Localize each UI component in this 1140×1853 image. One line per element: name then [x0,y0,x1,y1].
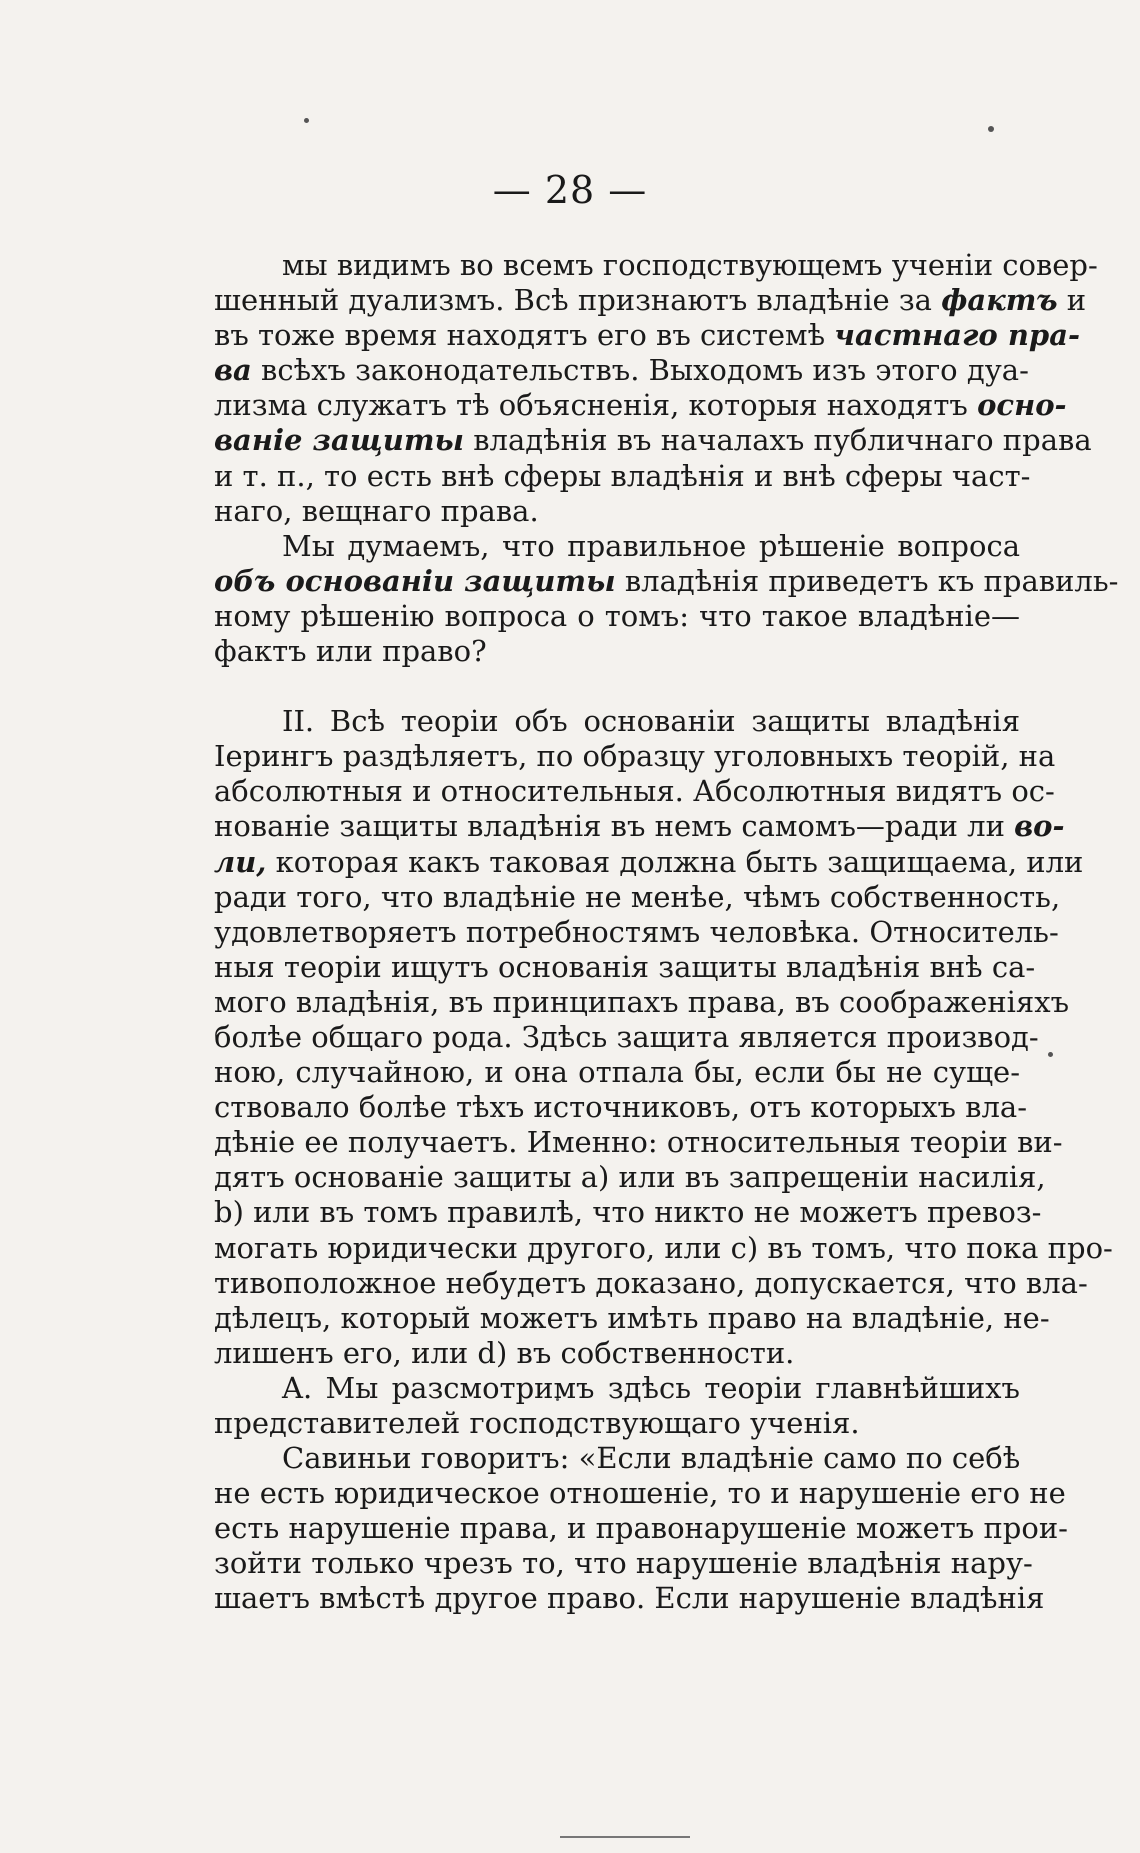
text-line [214,879,1061,915]
text-run: есть нарушеніе права, и правонарушеніе можетъ прои- [214,1511,1068,1546]
text-run: ному рѣшенію вопроса о томъ: что такое владѣніе— [214,598,1020,633]
text-line [214,984,1070,1020]
italic-term: ли, [214,844,267,879]
text-run: шенный дуализмъ. Всѣ признаютъ владѣніе за [214,283,942,318]
text-run: ныя теоріи ищутъ основанія защиты владѣнія внѣ са- [214,949,1036,984]
text-line [214,248,1098,283]
text-line [214,914,1059,950]
text-run: лизма служатъ тѣ объясненія, которыя находятъ [214,388,978,423]
text-run: и т. п., то есть внѣ сферы владѣнія и внѣ сферы част- [214,458,1031,493]
text-line [214,529,1020,564]
text-run: не есть юридическое отношеніе, то и нарушеніе его не [214,1476,1066,1511]
text-run: владѣнія приведетъ къ правиль- [615,563,1119,598]
text-run: абсолютныя и относительныя. Абсолютныя видятъ ос- [214,774,1055,809]
text-run: болѣе общаго рода. Здѣсь защита является производ- [214,1019,1039,1054]
text-run: тивоположное небудетъ доказано, допускается, что вла- [214,1265,1088,1300]
text-run: удовлетворяетъ потребностямъ человѣка. Относитель- [214,914,1059,949]
text-run: II. Всѣ теоріи объ основаніи защиты владѣнія [282,704,1020,739]
italic-term: фактъ [941,283,1058,318]
text-line [214,1265,1088,1301]
text-run: зойти только чрезъ то, что нарушеніе владѣнія нару- [214,1546,1033,1581]
text-run: A. Мы разсмотримъ здѣсь теоріи главнѣйшихъ [282,1370,1020,1405]
scan-speck [988,126,994,132]
section-gap [214,669,1020,704]
text-line [214,1371,1020,1406]
text-line [214,1476,1066,1511]
text-line [214,1441,1020,1476]
italic-term: частнаго пра- [834,318,1081,353]
text-run: и [1057,283,1087,318]
body-text [214,248,1119,1617]
text-run: Іерингъ раздѣляетъ, по образцу уголовныхъ теорій, на [214,739,1056,774]
text-run: Мы думаемъ, что правильное рѣшеніе вопроса [282,528,1020,563]
text-line [214,1336,1020,1371]
italic-term: ваніе защиты [214,423,465,458]
text-run: владѣнія въ началахъ публичнаго права [464,423,1092,458]
text-run: дятъ основаніе защиты a) или въ запрещеніи насилія, [214,1160,1046,1195]
text-line [214,458,1031,494]
text-run: мого владѣнія, въ принципахъ права, въ соображеніяхъ [214,984,1070,1019]
text-line [214,388,1067,423]
text-run: дѣніе ее получаетъ. Именно: относительныя теоріи ви- [214,1125,1063,1160]
italic-term: ва [214,353,252,388]
text-line [214,1546,1033,1581]
italic-term: осно- [977,388,1067,423]
italic-term: объ основаніи защиты [214,563,616,598]
text-line [214,283,1087,318]
text-line [214,1581,1045,1616]
text-run: представителей господствующаго ученія. [214,1406,860,1440]
scan-speck [304,118,309,123]
text-lines [214,248,1119,1617]
text-run: ствовало болѣе тѣхъ источниковъ, отъ которыхъ вла- [214,1090,1028,1125]
scan-smudge [560,1836,690,1838]
text-line [214,1055,1020,1090]
text-run: могать юридически другого, или c) въ томъ, что пока про- [214,1230,1113,1265]
scan-speck [1048,1052,1053,1057]
text-run: въ тоже время находятъ его въ системѣ [214,318,835,353]
text-run: всѣхъ законодательствъ. Выходомъ изъ этого дуа- [251,353,1029,388]
text-line [214,1511,1068,1546]
text-line [214,634,1020,669]
text-line [214,423,1092,458]
text-line [214,1230,1113,1266]
text-run: нованіе защиты владѣнія въ немъ самомъ—ради ли [214,809,1015,844]
text-run: лишенъ его, или d) въ собственности. [214,1335,795,1370]
text-line [214,1195,1042,1230]
text-line [214,494,1020,529]
text-line [214,1090,1028,1125]
text-run: которая какъ таковая должна быть защищаема, или [266,844,1084,879]
text-run: ради того, что владѣніе не менѣе, чѣмъ собственность, [214,879,1061,914]
text-line [214,599,1020,634]
page-number: — 28 — [492,168,648,212]
text-run: фактъ или право? [214,634,487,669]
text-line [214,949,1036,985]
text-line [214,318,1081,353]
text-line [214,1125,1063,1160]
text-line [214,739,1056,774]
text-run: ною, случайною, и она отпала бы, если бы не суще- [214,1055,1020,1090]
text-run: b) или въ томъ правилѣ, что никто не можетъ превоз- [214,1195,1042,1230]
text-line [214,1406,1020,1441]
text-line [214,1019,1039,1055]
text-run: дѣлецъ, который можетъ имѣть право на владѣніе, не- [214,1300,1050,1335]
text-line [214,1300,1050,1336]
text-line [214,844,1084,880]
text-line [214,774,1055,809]
text-line [214,353,1029,388]
text-run: мы видимъ во всемъ господствующемъ ученіи совер- [282,248,1098,282]
italic-term: во- [1014,809,1065,844]
text-line [214,704,1020,739]
text-run: шаетъ вмѣстѣ другое право. Если нарушеніе владѣнія [214,1581,1045,1616]
text-run: Савиньи говоритъ: «Если владѣніе само по себѣ [282,1441,1021,1476]
text-line [214,563,1119,599]
text-line [214,1160,1046,1195]
text-run: наго, вещнаго права. [214,493,539,528]
text-line [214,809,1065,844]
